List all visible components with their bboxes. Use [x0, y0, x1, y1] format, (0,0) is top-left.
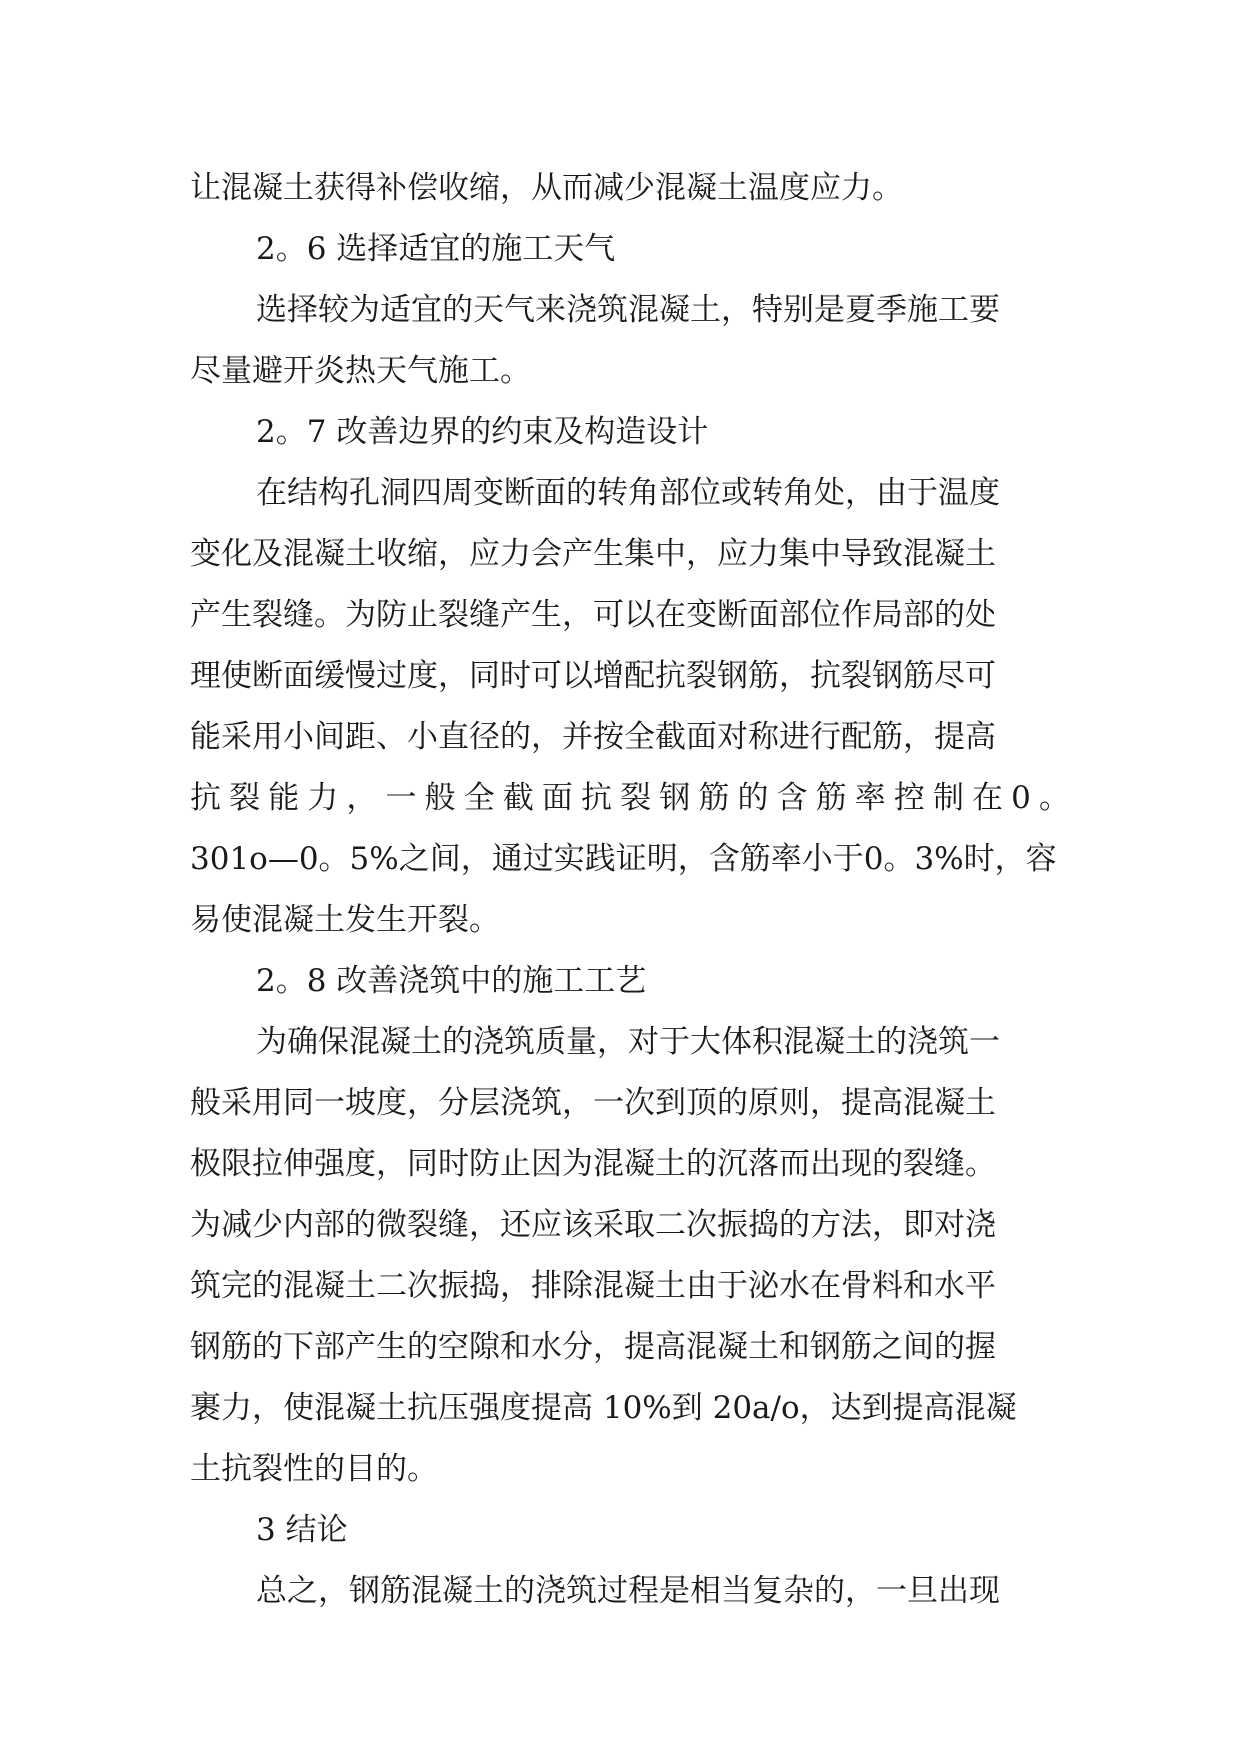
- text-line: 尽量避开炎热天气施工。: [190, 353, 531, 389]
- text-line: 3 结论: [256, 1512, 348, 1548]
- text-line: 让混凝土获得补偿收缩，从而减少混凝土温度应力。: [190, 170, 903, 206]
- text-line: 2。7 改善边界的约束及构造设计: [256, 414, 709, 450]
- text-line: 极限拉伸强度，同时防止因为混凝土的沉落而出现的裂缝。: [190, 1146, 996, 1182]
- text-line: 在结构孔洞四周变断面的转角部位或转角处，由于温度: [256, 475, 1000, 511]
- text-line: 易使混凝土发生开裂。: [190, 902, 500, 938]
- text-line: 般采用同一坡度，分层浇筑，一次到顶的原则，提高混凝土: [190, 1085, 996, 1121]
- text-line: 选择较为适宜的天气来浇筑混凝土，特别是夏季施工要: [256, 292, 1000, 328]
- text-line: 裹力，使混凝土抗压强度提高 10%到 20a/o，达到提高混凝: [190, 1390, 1017, 1426]
- text-line: 301o—0。5%之间，通过实践证明，含筋率小于0。3%时，容: [190, 841, 1057, 877]
- text-line: 为确保混凝土的浇筑质量，对于大体积混凝土的浇筑一: [256, 1024, 1000, 1060]
- text-line: 2。8 改善浇筑中的施工工艺: [256, 963, 647, 999]
- text-line: 抗裂能力，一般全截面抗裂钢筋的含筋率控制在0。: [190, 780, 1070, 816]
- text-line: 2。6 选择适宜的施工天气: [256, 231, 616, 267]
- body-text: [190, 158, 1070, 1622]
- text-line: 能采用小间距、小直径的，并按全截面对称进行配筋，提高: [190, 719, 996, 755]
- text-line: 理使断面缓慢过度，同时可以增配抗裂钢筋，抗裂钢筋尽可: [190, 658, 996, 694]
- text-line: 为减少内部的微裂缝，还应该采取二次振捣的方法，即对浇: [190, 1207, 996, 1243]
- text-line: 筑完的混凝土二次振捣，排除混凝土由于泌水在骨料和水平: [190, 1268, 996, 1304]
- text-line: 土抗裂性的目的。: [190, 1451, 438, 1487]
- text-line: 产生裂缝。为防止裂缝产生，可以在变断面部位作局部的处: [190, 597, 996, 633]
- text-line: 变化及混凝土收缩，应力会产生集中，应力集中导致混凝土: [190, 536, 996, 572]
- text-line: 钢筋的下部产生的空隙和水分，提高混凝土和钢筋之间的握: [190, 1329, 996, 1365]
- text-line: 总之，钢筋混凝土的浇筑过程是相当复杂的，一旦出现: [256, 1573, 1000, 1609]
